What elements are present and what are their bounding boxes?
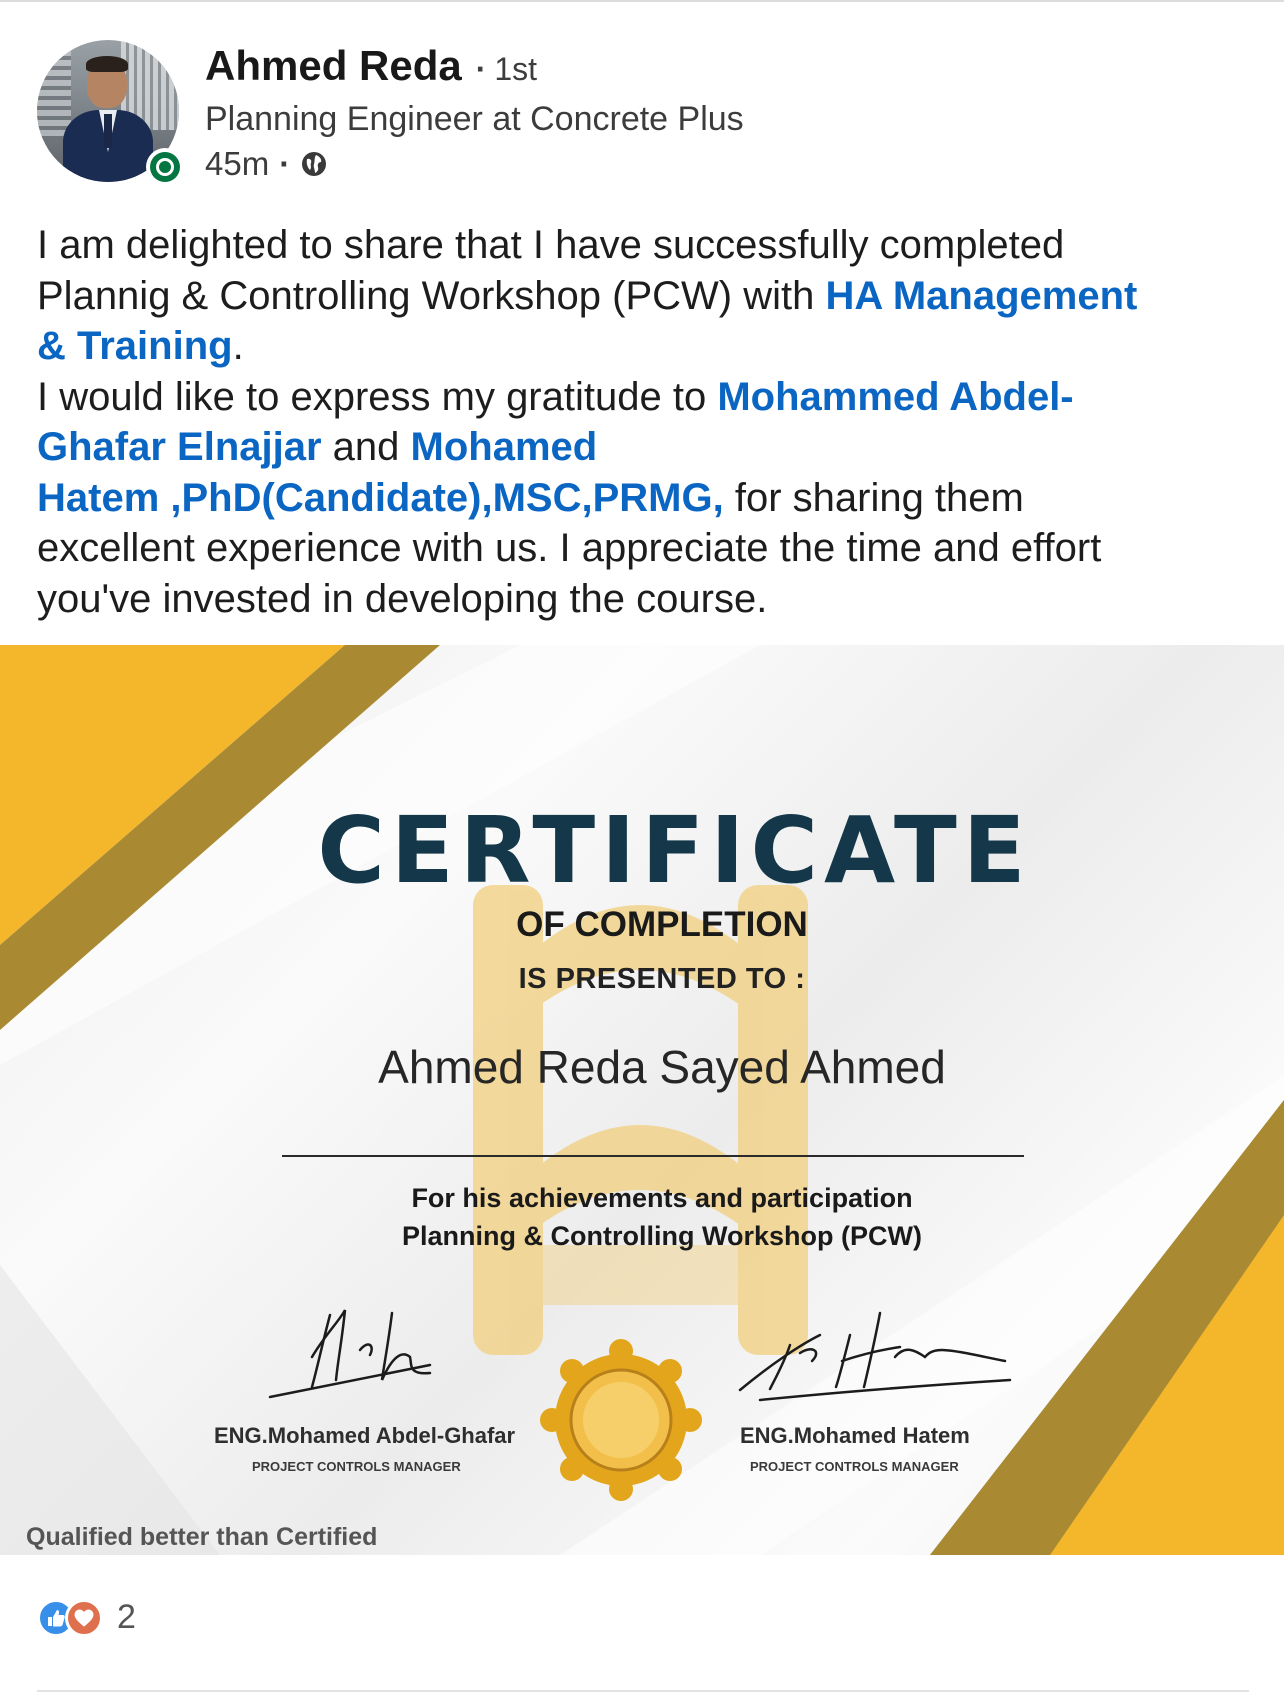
post-line: Hatem ,PhD(Candidate),MSC,PRMG, for sharing them xyxy=(37,475,1024,520)
certificate-course: Planning & Controlling Workshop (PCW) xyxy=(402,1221,922,1251)
post-line: Plannig & Controlling Workshop (PCW) with HA Management xyxy=(37,273,1138,318)
bottom-divider xyxy=(37,1690,1249,1692)
mention-ha-management-cont[interactable]: & Training xyxy=(37,324,233,368)
certificate-title: CERTIFICATE xyxy=(317,797,1032,904)
seal-icon xyxy=(540,1339,702,1501)
author-name[interactable]: Ahmed Reda xyxy=(205,42,462,89)
mention-mohamed-hatem[interactable]: Mohamed xyxy=(410,425,598,469)
signer-left-role: PROJECT CONTROLS MANAGER xyxy=(252,1459,461,1474)
post-time: 45m xyxy=(205,145,270,182)
post-body xyxy=(37,220,1252,624)
certificate-decoration xyxy=(0,645,1284,1555)
reaction-count: 2 xyxy=(117,1598,136,1636)
mention-ha-management[interactable]: HA Management xyxy=(825,273,1138,318)
mention-mohammed-abdel-ghafar-cont[interactable]: Ghafar Elnajjar xyxy=(37,425,322,469)
post-meta: 45m · xyxy=(205,145,328,183)
signer-right-role: PROJECT CONTROLS MANAGER xyxy=(750,1459,959,1474)
mention-mohamed-hatem-cont[interactable]: Hatem ,PhD(Candidate),MSC,PRMG, xyxy=(37,475,724,520)
certificate-for-line: For his achievements and participation xyxy=(411,1183,913,1213)
post-line: I would like to express my gratitude to Mohammed Abdel- xyxy=(37,374,1074,419)
post-line: I am delighted to share that I have successfully completed xyxy=(37,223,1065,267)
post-line: Ghafar Elnajjar and Mohamed xyxy=(37,425,598,469)
love-icon xyxy=(65,1599,103,1637)
certificate-recipient: Ahmed Reda Sayed Ahmed xyxy=(378,1041,946,1093)
globe-icon xyxy=(300,150,328,178)
post-line: excellent experience with us. I appreciate the time and effort xyxy=(37,526,1102,570)
certificate-image[interactable] xyxy=(0,645,1284,1555)
author-name-line xyxy=(205,42,537,90)
post-line: you've invested in developing the course. xyxy=(37,576,768,621)
top-divider xyxy=(0,0,1284,2)
reactions-summary[interactable] xyxy=(37,1598,136,1637)
connection-degree: · 1st xyxy=(475,51,538,87)
author-avatar[interactable] xyxy=(37,40,179,182)
signature-left xyxy=(270,1310,430,1397)
certificate-tagline: Qualified better than Certified xyxy=(26,1523,378,1551)
connection-degree-label: 1st xyxy=(494,51,538,87)
certificate-presented-to: IS PRESENTED TO : xyxy=(518,963,806,995)
certificate-name-rule xyxy=(282,1155,1024,1157)
author-headline: Planning Engineer at Concrete Plus xyxy=(205,100,744,138)
mention-mohammed-abdel-ghafar[interactable]: Mohammed Abdel- xyxy=(717,374,1074,419)
signer-left-name: ENG.Mohamed Abdel-Ghafar xyxy=(214,1423,516,1448)
post-line: & Training. xyxy=(37,324,244,368)
certificate-subtitle: OF COMPLETION xyxy=(516,905,808,944)
signer-right-name: ENG.Mohamed Hatem xyxy=(740,1423,970,1448)
online-status-icon xyxy=(146,148,184,186)
